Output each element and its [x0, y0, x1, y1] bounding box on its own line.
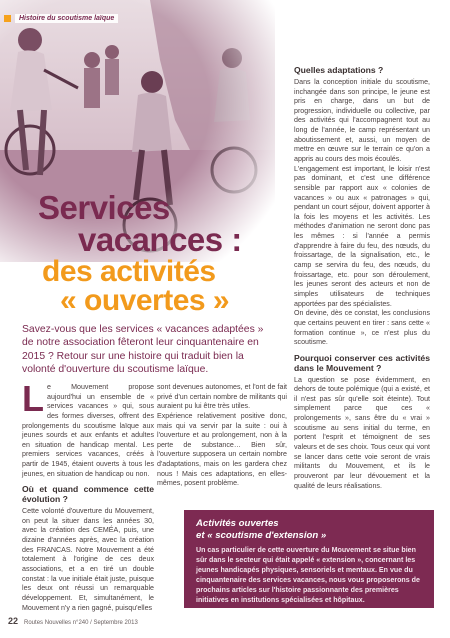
headline-line-3: des activités — [42, 254, 216, 288]
paragraph: Cette volonté d'ouverture du Mouvement, on peut la situer dans les années 30, avec la création des CEMÉA, puis, une dizaine d'années après, avec la création des FRANCAS. Notre Mouvement a été totalement à l'origine de ces deux associations, et a en tiré un double constat : la vue initiale était juste, puisque les deux ont réussi un remarquable développement. Et, simultanément, le Mouvement n'y a rien gagné, puisqu'elles — [22, 507, 154, 612]
sidebar-box-title-line-2: et « scoutisme d'extension » — [196, 529, 327, 541]
kicker-square-icon — [4, 15, 11, 22]
page-number: 22 — [8, 616, 19, 626]
subheading: Pourquoi conserver ces activités dans le Mouvement ? — [294, 352, 430, 373]
sidebar-box-title-line-1: Activités ouvertes — [196, 518, 279, 529]
paragraph: sont devenues autonomes, et l'ont de fait privé d'un certain nombre de militants qui auraient pu lui être très utiles. — [157, 383, 287, 411]
publication-reference: Routes Nouvelles n°240 / Septembre 2013 — [24, 620, 138, 626]
column-right — [294, 66, 430, 491]
page-footer — [8, 616, 442, 626]
paragraph: L'engagement est important, le loisir n'est pas dominant, et c'est une différence sensible par rapport aux « colonies de vacances » ou aux « patronages » qui, pendant un court séjour, doivent apporter à la fois les moyens et les activités. Les méthodes d'animation ne seront donc pas les mêmes : si l'année a permis d'apprendre à faire du feu, des nœuds, du froissartage, de la signalisation, etc., le camp se servira du feu, des nœuds, du froissartage, etc. pour son déroulement, les jeunes seront des acteurs et non de simples utilisateurs de techniques apportées par des spécialistes. — [294, 164, 430, 308]
paragraph: Dans la conception initiale du scoutisme, inchangée dans son principe, le jeune est pris en charge, dans un but de progression, individuelle ou collective, par des activités qui l'accompagnent tout au long de l'année, le camp représentant un aboutissement et, aussi, un moyen de mettre en œuvre sur le terrain ce qu'on a appris au cours des mois écoulés. — [294, 77, 430, 163]
paragraph: La question se pose évidemment, en dehors de toute polémique (qui a existé, et il n'est pas sûr qu'elle soit éteinte). Tout simplement parce que ces « prolongements », sans être du « vrai » scoutisme au sens initial du terme, en portent l'esprit et témoignent de ses valeurs et de ses choix. Tous ceux qui vont se lancer dans cette voie seront de vrais militants du Mouvement, et ils le prouveront par leur dévouement et la qualité de leurs réalisations. — [294, 375, 430, 490]
sidebar-box-title — [196, 518, 422, 541]
headline-line-2: vacances : — [78, 221, 242, 259]
subheading: Quelles adaptations ? — [294, 65, 384, 75]
subheading: Où et quand commence cette évolution ? — [22, 484, 154, 505]
drop-cap: L — [22, 378, 44, 419]
column-left — [22, 378, 154, 613]
headline — [38, 189, 278, 318]
headline-line-4: « ouvertes » — [60, 284, 230, 318]
column-middle — [157, 383, 287, 489]
kicker-label: Histoire du scoutisme laïque — [15, 14, 118, 23]
standfirst: Savez-vous que les services « vacances adaptées » de notre association fêteront leur cinquantenaire en 2015 ? Retour sur une histoire qui traduit bien la volonté d'ouverture du scoutisme laïque. — [22, 324, 264, 375]
sidebar-box-text: Un cas particulier de cette ouverture du Mouvement se situe bien sûr dans le secteur qui était appelé « extension », concernant les jeunes handicapés physiques, sensoriels et mentaux. En vue du cinquantenaire des services vacances, nous vous proposerons de prochains articles sur l'histoire passionnante des premières initiatives en institutions spécialisées et hôpitaux. — [196, 546, 420, 604]
paragraph: e Mouvement propose aujourd'hui un ensemble de « services vacances » qui, sous des formes diverses, offrent des prolongements du scoutisme laïque aux jeunes sourds et aux enfants et adultes en situation de handicap mental. Les premiers services vacances, créés à partir de 1945, étaient ouverts à tous les jeunes, en situation de handicap ou non. — [22, 383, 154, 478]
paragraph: Expérience relativement positive donc, mais qui va servir par la suite : oui à l'ouverture et au prolongement, non à la perte de substance… Bien sûr, l'ouverture supposera un certain nombre d'adaptations, mais on les gardera chez nous ! Mais ces adaptations, en elles-mêmes, posent problème. — [157, 411, 287, 488]
sidebar-box — [184, 510, 434, 608]
section-kicker — [4, 14, 118, 23]
paragraph: On devine, dès ce constat, les conclusions que certains peuvent en tirer : sans cette « formation continue », ce n'est plus du scoutisme. — [294, 309, 430, 347]
headline-line-1: Services — [38, 189, 170, 226]
